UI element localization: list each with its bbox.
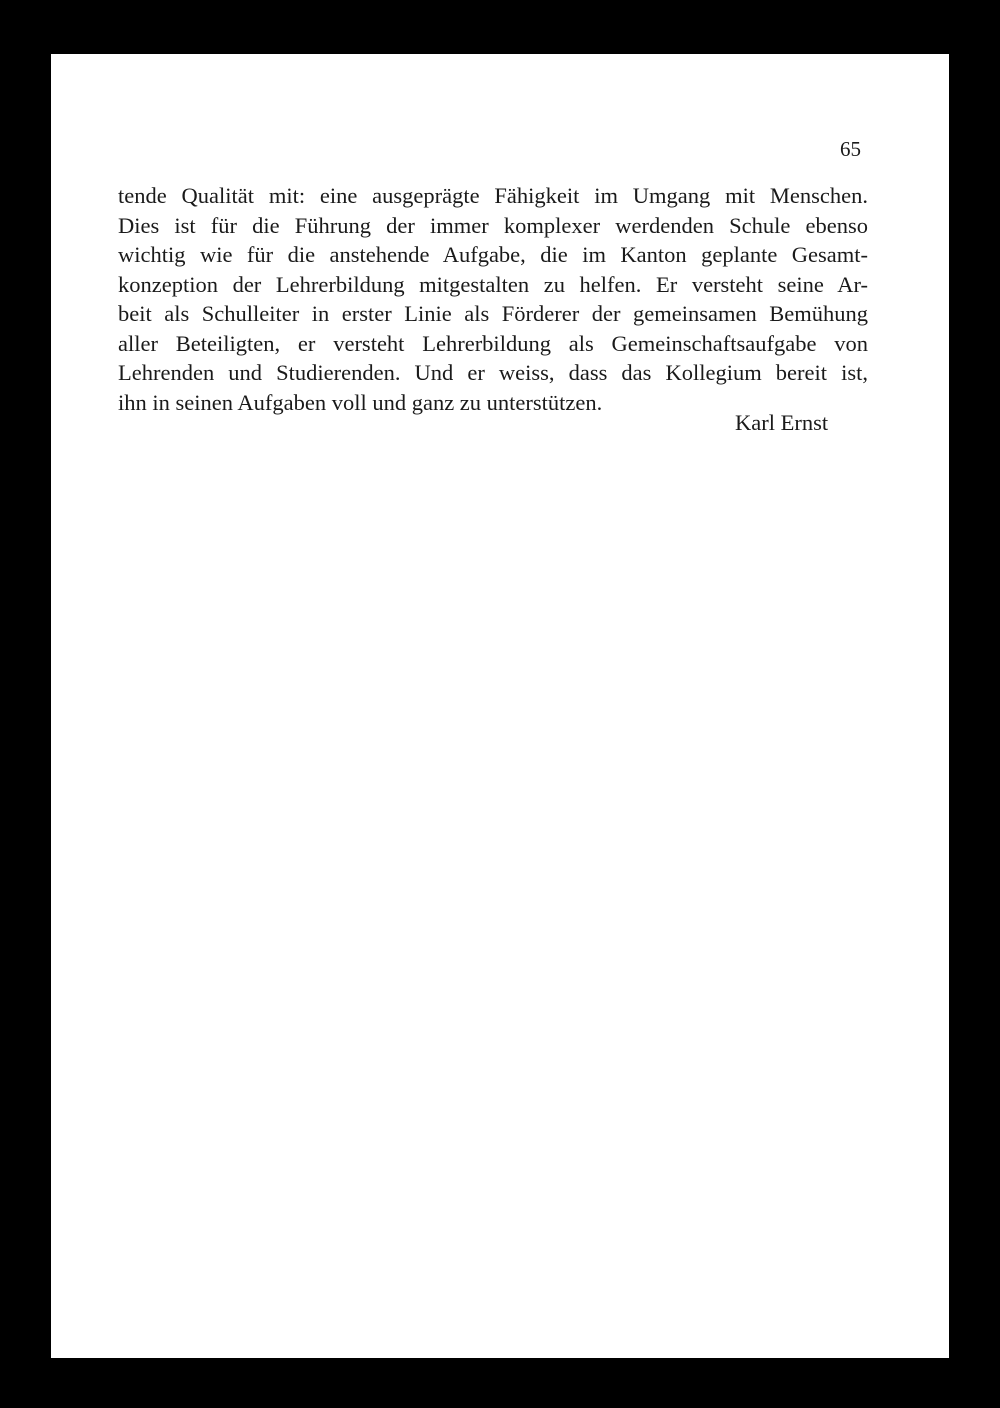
paragraph-line: beit als Schulleiter in erster Linie als Förderer der gemeinsamen Bemühung [118, 301, 868, 326]
paragraph-line: aller Beteiligten, er versteht Lehrerbildung als Gemeinschaftsaufgabe von [118, 330, 868, 356]
paragraph-line: Dies ist für die Führung der immer komplexer werdenden Schule ebenso [118, 212, 868, 238]
body-paragraph [118, 181, 868, 417]
page-number: 65 [840, 137, 861, 161]
author-signature: Karl Ernst [735, 410, 829, 435]
paragraph-line: Lehrenden und Studierenden. Und er weiss, dass das Kollegium bereit ist, [118, 360, 868, 385]
paragraph-line: konzeption der Lehrerbildung mitgestalten zu helfen. Er versteht seine Ar- [118, 271, 868, 297]
paragraph-line: ihn in seinen Aufgaben voll und ganz zu unterstützen. [118, 389, 603, 415]
paragraph-line: wichtig wie für die anstehende Aufgabe, die im Kanton geplante Gesamt- [118, 242, 868, 267]
paragraph-line: tende Qualität mit: eine ausgeprägte Fähigkeit im Umgang mit Menschen. [118, 183, 868, 208]
